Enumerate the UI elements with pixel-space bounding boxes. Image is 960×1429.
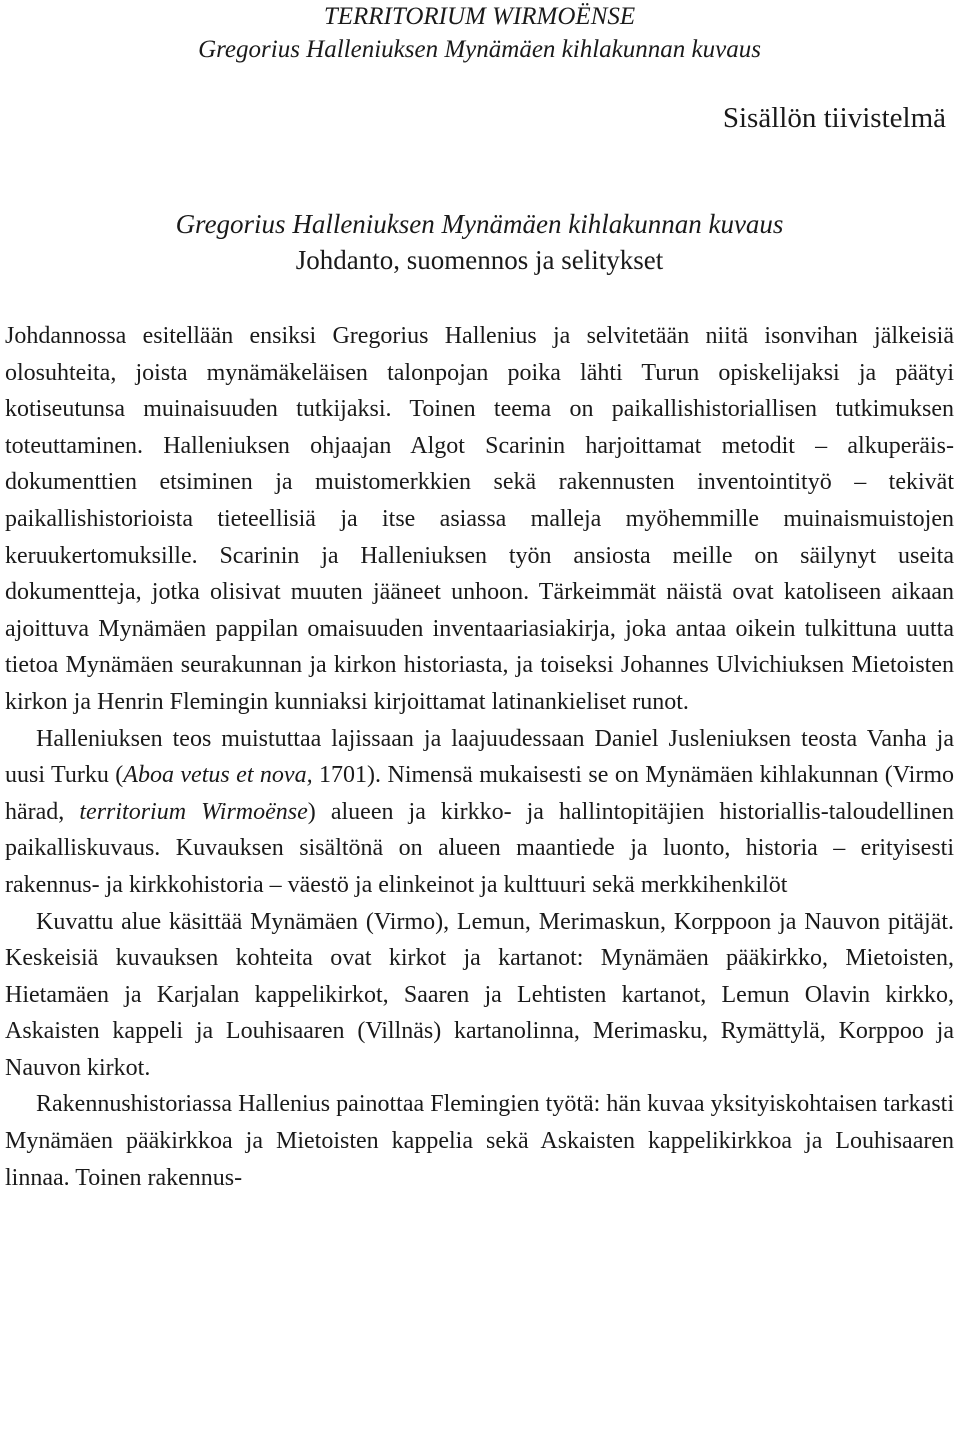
paragraph-comparison <box>5 721 954 904</box>
document-subtitle: Johdanto, suomennos ja selitykset <box>295 245 664 275</box>
document-title: Gregorius Halleniuksen Mynämäen kihlakunnan kuvaus <box>175 209 784 239</box>
paragraph-comparison-text-c: ) alueen ja kirkko- ja hallintopitäjien historiallis-taloudellinen paikalliskuvaus. Kuvauksen sisältönä on alueen maantiede ja luonto, historia – erityisesti rakennus- ja kirkkohistoria – väestö ja elinkeinot ja kulttuuri sekä merkkihenkilöt <box>5 798 955 898</box>
section-title: Sisällön tiivistelmä <box>722 102 946 134</box>
running-head-title: TERRITORIUM WIRMOËNSE <box>323 3 636 30</box>
running-head-subtitle: Gregorius Halleniuksen Mynämäen kihlakunnan kuvaus <box>198 36 761 63</box>
document-title-block <box>5 206 954 278</box>
paragraph-comparison-text-b: 1701). Nimensä mukaisesti se on Mynämäen kihlakunnan (Virmo härad, <box>5 762 954 825</box>
paragraph-comparison-text-a: Halleniuksen teos muistuttaa lajissaan ja laajuudessaan Daniel Jusleniuksen teosta Vanha ja uusi Turku ( <box>5 725 954 789</box>
paragraph-building-history: Rakennushistoriassa Hallenius painottaa Flemingien työtä: hän kuvaa yksityiskohtaisen tarkasti Mynämäen pääkirkkoa ja Mietoisten kappelia sekä Askaisten kappelikirkkoa ja Louhisaaren linnaa. Toinen rakennus- <box>5 1091 954 1191</box>
body-text <box>5 318 954 1196</box>
paragraph-comparison-latin-name: territorium Wirmoënse <box>79 798 308 825</box>
paragraph-area: Kuvattu alue käsittää Mynämäen (Virmo), Lemun, Merimaskun, Korppoon ja Nauvon pitäjät. Keskeisiä kuvauksen kohteita ovat kirkot ja kartanot: Mynämäen pääkirkko, Mietoisten, Hietamäen ja Karjalan kappelikirkot, Saaren ja Lehtisten kartanot, Lemun Olavin kirkko, Askaisten kappeli ja Louhisaaren (Villnäs) kartanolinna, Merimasku, Rymättylä, Korppoo ja Nauvon kirkot. <box>5 908 954 1081</box>
paragraph-comparison-latin-title: Aboa vetus et nova, <box>123 762 313 789</box>
running-head <box>5 0 954 66</box>
paragraph-intro: Johdannossa esitellään ensiksi Gregorius Hallenius ja selvitetään niitä isonvihan jälkeisiä olosuhteita, joista mynämäkeläisen talonpojan poika lähti Turun opiskelijaksi ja päätyi kotiseutunsa muinaisuuden tutkijaksi. Toinen teema on paikallishistoriallisen tutkimuksen toteuttaminen. Halleniuksen ohjaajan Algot Scarinin harjoittamat metodit – alkuperäisdokumenttien etsiminen ja muistomerkkien sekä rakennusten inventointityö – tekivät paikallishistorioista tieteellisiä ja itse asiassa malleja myöhemmille muinaismuistojen keruukertomuksille. Scarinin ja Halleniuksen työn ansiosta meille on säilynyt useita dokumentteja, jotka olisivat muuten jääneet unhoon. Tärkeimmät näistä ovat katoliseen aikaan ajoittuva Mynämäen pappilan omaisuuden inventaariasiakirja, joka antaa oikein tulkittuna uutta tietoa Mynämäen seurakunnan ja kirkon historiasta, ja toiseksi Johannes Ulvichiuksen Mietoisten kirkon ja Henrin Flemingin kunniaksi kirjoittamat latinankieliset runot. <box>5 323 954 715</box>
